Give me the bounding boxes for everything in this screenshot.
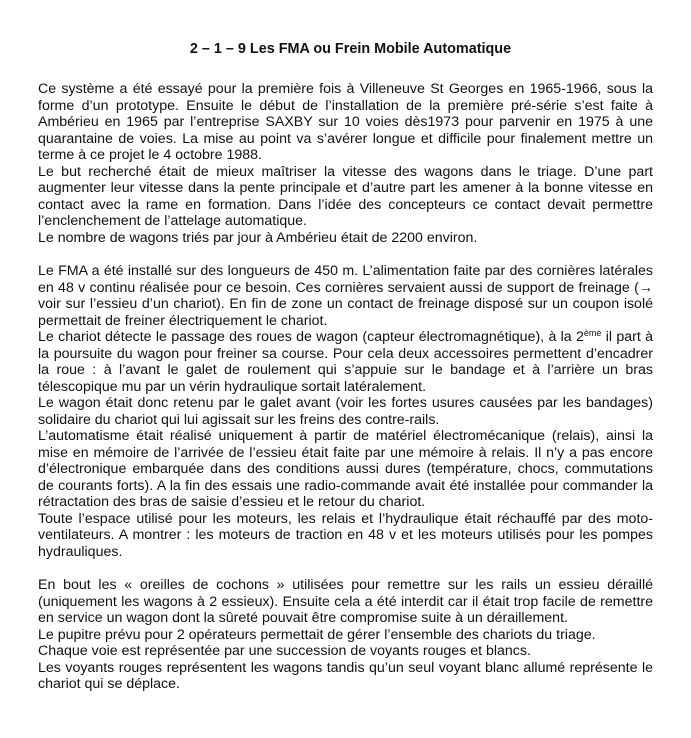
installation-block: [38, 263, 653, 560]
history-block: [38, 81, 653, 246]
paragraph-wagon-count: Le nombre de wagons triés par jour à Ambérieu était de 2200 environ.: [38, 229, 478, 246]
paragraph-heating: Toute l’espace utilisé pour les moteurs, les relais et l’hydraulique était réchauffé par des moto-ventilateurs. A montrer : les moteurs de traction en 48 v et les moteurs utilisés pour les pompes hydrauliques.: [38, 510, 653, 560]
paragraph-rerailing: En bout les « oreilles de cochons » utilisées pour remettre sur les rails un essieu déraillé (uniquement les wagons à 2 essieux). Ensuite cela a été interdit car il était trop facile de remettre en service un wagon dont la sûreté pouvait être compromise suite à un déraillement.: [38, 577, 653, 626]
section-heading: 2 – 1 – 9 Les FMA ou Frein Mobile Automatique: [189, 41, 512, 57]
paragraph-purpose: Le but recherché était de mieux maîtriser la vitesse des wagons dans le triage. D’une part augmenter leur vitesse dans la pente principale et d’autre part les amener à la bonne vitesse en contact avec la rame en formation. Dans l’idée des concepteurs ce contact devait permettre l’enclenchement de l’attelage automatique.: [38, 163, 653, 229]
chariot-text-end: il part à la poursuite du wagon pour freiner sa course. Pour cela deux accessoires permettent d’encadrer la roue : à l’avant le galet de roulement qui s’appuie sur le bandage et à l’arrière un bras télescopique mu par un vérin hydraulique sortait latéralement.: [38, 329, 654, 395]
paragraph-automation: L’automatisme était réalisé uniquement à partir de matériel électromécanique (relais), ainsi la mise en mémoire de l’arrivée de l’essieu était faite par une mémoire à relais. Il n’y a pas encore d’électronique embarquée dans des conditions aussi dures (température, chocs, commutations de courants forts). A la fin des essais une radio-commande avait été installée pour commander la rétractation des bras de saisie d’essieu et le retour du chariot.: [38, 428, 653, 510]
paragraph-light-meaning: Les voyants rouges représentent les wagons tandis qu’un seul voyant blanc allumé représente le chariot qui se déplace.: [38, 659, 653, 692]
paragraph-installation: Le FMA a été installé sur des longueurs de 450 m. L’alimentation faite par des cornières latérales en 48 v continu réalisée pour ce besoin. Ces cornières servaient aussi de support de freinage (→ voir sur l’essieu d’un chariot). En fin de zone un contact de freinage disposé sur un coupon isolé permettait de freiner électriquement le chariot.: [38, 263, 653, 329]
paragraph-console: Le pupitre prévu pour 2 opérateurs permettait de gérer l’ensemble des chariots du triage.: [38, 626, 596, 643]
paragraph-history: Ce système a été essayé pour la première fois à Villeneuve St Georges en 1965-1966, sous la forme d’un prototype. Ensuite le début de l’installation de la première pré-série s’est faite à Ambérieu en 1965 par l’entreprise SAXBY sur 10 voies dès1973 pour parvenir en 1975 à une quarantaine de voies. La mise au point va s’avérer longue et difficile pour finalement mettre un terme à ce projet le 4 octobre 1988.: [38, 81, 653, 163]
console-block: [38, 577, 653, 693]
paragraph-wagon-retained: Le wagon était donc retenu par le galet avant (voir les fortes usures causées par les bandages) solidaire du chariot qui lui agissait sur les freins des contre-rails.: [38, 395, 653, 428]
superscript-eme: ème: [583, 328, 602, 338]
paragraph-track-lights: Chaque voie est représentée par une succession de voyants rouges et blancs.: [38, 643, 531, 659]
paragraph-chariot-detection: [38, 329, 653, 395]
chariot-text-start: Le chariot détecte le passage des roues de wagon (capteur électromagnétique), à la 2: [38, 329, 584, 345]
